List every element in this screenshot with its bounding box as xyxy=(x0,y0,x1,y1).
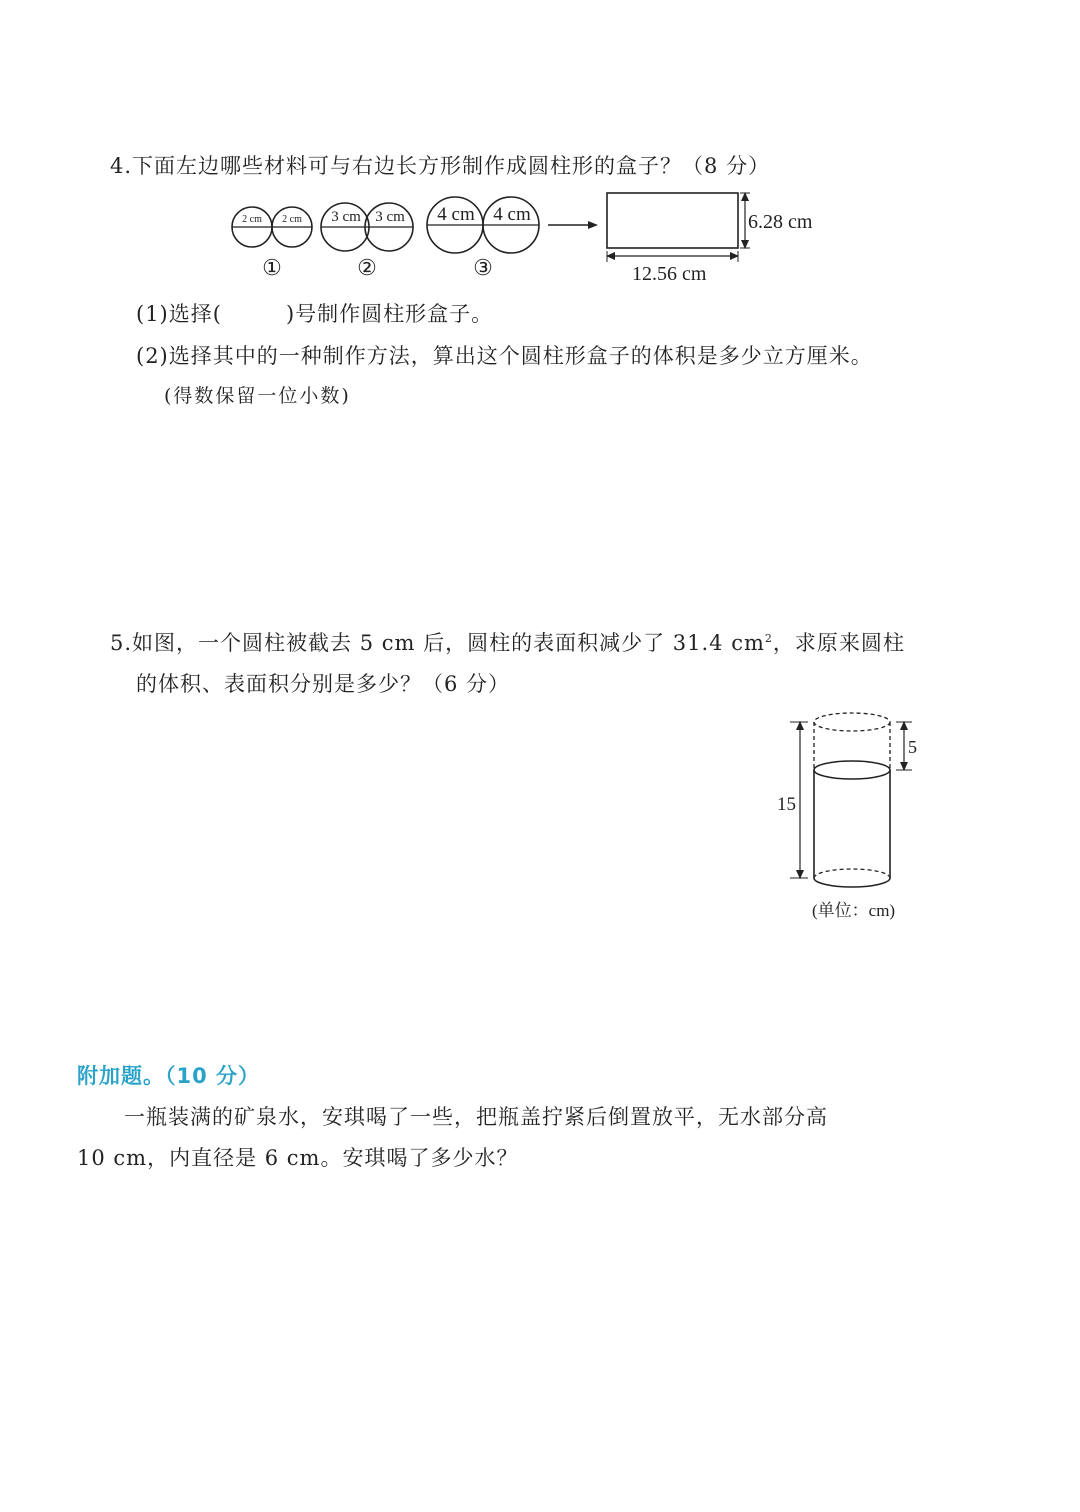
bonus-line2: 10 cm，内直径是 6 cm。安琪喝了多少水？ xyxy=(77,1146,519,1170)
height-label: 15 xyxy=(777,794,796,815)
option-1-label-a: 2 cm xyxy=(242,214,262,225)
bonus-line1: 一瓶装满的矿泉水，安琪喝了一些，把瓶盖拧紧后倒置放平，无水部分高 xyxy=(124,1105,828,1129)
q4-sub1-after: )号制作圆柱形盒子。 xyxy=(285,302,494,326)
option-2-label-a: 3 cm xyxy=(331,209,361,225)
q4-question: 4.下面左边哪些材料可与右边长方形制作成圆柱形的盒子？（8 分） xyxy=(110,154,771,178)
q4-sub1-before: (1)选择( xyxy=(136,302,222,326)
arrow-right-icon xyxy=(548,221,598,229)
rect-width-label: 12.56 cm xyxy=(632,263,707,285)
q5-line1 xyxy=(110,627,905,657)
option-3-number: ③ xyxy=(473,255,493,280)
q4-sub1 xyxy=(136,298,493,328)
rect-height-label: 6.28 cm xyxy=(748,211,813,233)
q4-figure xyxy=(0,0,1080,300)
option-2-circles xyxy=(321,203,413,280)
q5-line1-after: ，求原来圆柱 xyxy=(772,631,905,655)
unit-label: (单位：cm) xyxy=(812,901,896,920)
option-3-label-b: 4 cm xyxy=(493,204,531,225)
q5-line1-before: 5.如图，一个圆柱被截去 5 cm 后，圆柱的表面积减少了 31.4 cm xyxy=(110,631,765,655)
option-2-label-b: 3 cm xyxy=(375,209,405,225)
bonus-title: 附加题。（10 分） xyxy=(77,1064,261,1088)
q5-line1-sup: 2 xyxy=(764,632,773,645)
option-1-number: ① xyxy=(262,255,282,280)
q5-cylinder-figure xyxy=(760,700,940,930)
option-3-label-a: 4 cm xyxy=(437,204,475,225)
q4-rectangle xyxy=(606,192,813,285)
option-2-number: ② xyxy=(357,255,377,280)
option-3-circles xyxy=(427,197,539,280)
cut-label: 5 xyxy=(908,737,917,757)
option-1-label-b: 2 cm xyxy=(282,214,302,225)
option-1-circles xyxy=(232,207,312,280)
q4-sub2: (2)选择其中的一种制作方法，算出这个圆柱形盒子的体积是多少立方厘米。 xyxy=(136,344,873,368)
q4-sub2-note: (得数保留一位小数) xyxy=(164,385,351,407)
q5-line2: 的体积、表面积分别是多少？（6 分） xyxy=(136,672,511,696)
